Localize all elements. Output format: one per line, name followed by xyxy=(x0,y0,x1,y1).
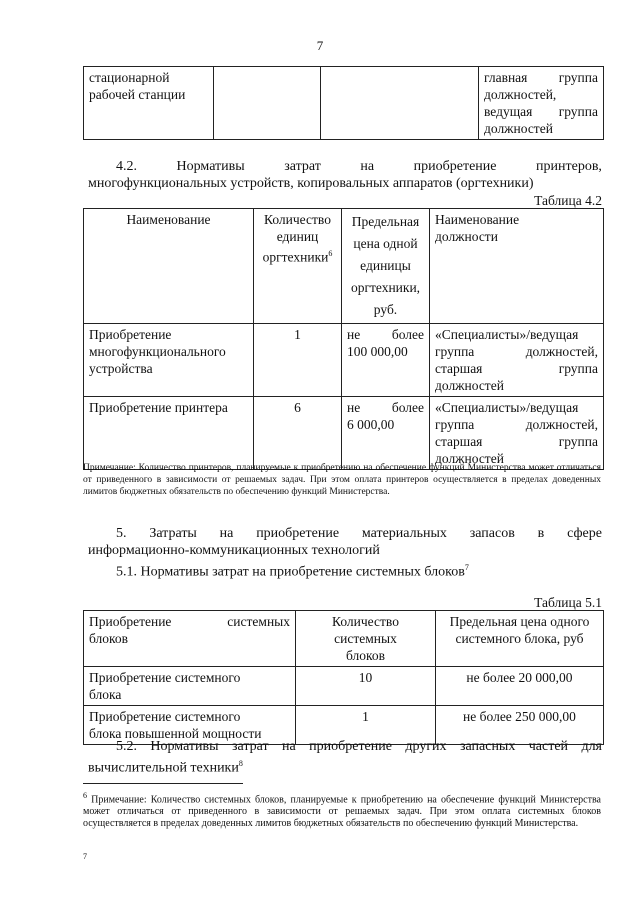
cell-price: не более 20 000,00 xyxy=(436,667,604,706)
table-5-1 xyxy=(83,610,604,745)
cell-name: Приобретение многофункционального устройства xyxy=(84,324,254,397)
table-5-1-caption: Таблица 5.1 xyxy=(534,595,602,610)
cell-name: стационарной рабочей станции xyxy=(84,67,214,140)
footnote: $^6$ Примечание: Количество системных блоков, планируемые к приобретению на обеспечение функций Министерства может отличаться от приведенного в зависимости от решаемых задач. При этом оплата системных блоков осуществляется в пределах доведенных лимитов бюджетных обязательств по обеспечению функций Министерства. xyxy=(83,791,601,830)
cell-empty xyxy=(214,67,321,140)
cell-quantity: 10 xyxy=(296,667,436,706)
cell-name: Приобретение системного блока xyxy=(84,667,296,706)
cell-empty xyxy=(321,67,479,140)
cell-quantity: 6 xyxy=(254,397,342,470)
page-number: 7 xyxy=(316,38,324,53)
header-name: Приобретение системных блоков xyxy=(84,611,296,667)
subheading-5-2: 5.2. Нормативы затрат на приобретение других запасных частей для вычислительной техники$^8$ xyxy=(88,739,602,776)
heading-line-1: 4.2. Нормативы затрат на приобретение принтеров, xyxy=(116,159,602,174)
footnote-bottom-marker: 7 xyxy=(83,852,87,861)
cell-position: «Специалисты»/ведущая группа должностей, старшая группа должностей xyxy=(430,397,604,470)
header-name: Наименование xyxy=(84,209,254,324)
table-continuation xyxy=(83,66,604,140)
cell-price: не более 6 000,00 xyxy=(342,397,430,470)
header-price: Предельная цена одной единицы оргтехники, руб. xyxy=(342,209,430,324)
section-5-heading xyxy=(88,525,602,581)
cell-price: не более 100 000,00 xyxy=(342,324,430,397)
cell-position: «Специалисты»/ведущая группа должностей, старшая группа должностей xyxy=(430,324,604,397)
section-4-2-heading xyxy=(88,158,602,192)
table-4-2-note: Примечание: Количество принтеров, планируемые к приобретению на обеспечение функций Министерства может отличаться от приведенного в зависимости от решаемых задач. При этом оплата принтеров осуществляется в пределах доведенных лимитов бюджетных обязательств по обеспечению функций Министерства. xyxy=(83,463,601,497)
table-row xyxy=(84,67,604,140)
table-row xyxy=(84,397,604,470)
header-quantity: Количество системных блоков xyxy=(296,611,436,667)
cell-name: Приобретение системного блока повышенной мощности xyxy=(84,706,296,745)
subheading-5-1: 5.1. Нормативы затрат на приобретение системных блоков$^7$ xyxy=(116,563,469,580)
cell-name: Приобретение принтера xyxy=(84,397,254,470)
table-header-row xyxy=(84,611,604,667)
cell-position: главная группа должностей, ведущая группа должностей xyxy=(479,67,604,140)
table-header-row xyxy=(84,209,604,324)
table-row xyxy=(84,667,604,706)
table-4-2-caption: Таблица 4.2 xyxy=(534,193,602,208)
cell-price: не более 250 000,00 xyxy=(436,706,604,745)
heading-line-2: информационно-коммуникационных технологий xyxy=(88,543,380,558)
table-4-2 xyxy=(83,208,604,470)
heading-line-2: многофункциональных устройств, копировальных аппаратов (оргтехники) xyxy=(88,176,534,191)
footnote-separator xyxy=(83,783,243,784)
heading-line-1: 5. Затраты на приобретение материальных запасов в сфере xyxy=(116,526,602,541)
header-price: Предельная цена одного системного блока, руб xyxy=(436,611,604,667)
cell-quantity: 1 xyxy=(254,324,342,397)
cell-quantity: 1 xyxy=(296,706,436,745)
header-quantity: Количество единиц оргтехники$^6$ xyxy=(254,209,342,324)
table-row xyxy=(84,324,604,397)
header-position: Наименование должности xyxy=(430,209,604,324)
